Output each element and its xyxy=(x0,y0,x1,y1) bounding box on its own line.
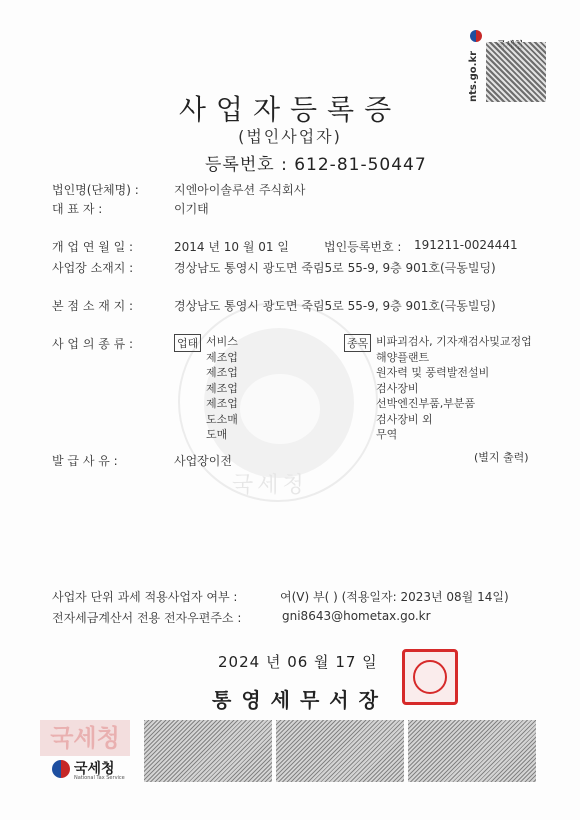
unit-tax-label: 사업자 단위 과세 적용사업자 여부 : xyxy=(52,590,238,604)
official-seal-icon xyxy=(402,649,458,705)
nts-logo-icon xyxy=(52,760,70,778)
item-tag: 종목 xyxy=(344,334,371,352)
item-entry: 해양플랜트 xyxy=(376,350,430,364)
biz-type-label: 사 업 의 종 류 : xyxy=(52,337,134,351)
open-date-label: 개 업 연 월 일 : xyxy=(52,240,134,254)
security-pattern-icon xyxy=(276,720,404,782)
nts-stamp: 국세청 xyxy=(40,720,130,756)
registration-number xyxy=(205,150,427,175)
security-pattern-icon xyxy=(144,720,272,782)
corp-name-value: 지엔아이솔루션 주식회사 xyxy=(174,183,306,197)
type-item: 제조업 xyxy=(206,397,238,410)
item-list xyxy=(376,334,532,443)
type-item: 제조업 xyxy=(206,350,238,364)
security-pattern-icon xyxy=(408,720,536,782)
type-item: 도매 xyxy=(206,428,228,441)
issue-date: 2024 년 06 월 17 일 xyxy=(218,653,378,671)
hq-addr-label: 본 점 소 재 지 : xyxy=(52,299,134,313)
type-item: 도소매 xyxy=(206,412,238,426)
type-item: 제조업 xyxy=(206,366,238,379)
watermark-text: 국세청 xyxy=(232,473,308,498)
nts-logo-english: National Tax Service xyxy=(74,775,125,781)
registration-value: 612-81-50447 xyxy=(294,155,427,175)
page-subtitle: (법인사업자) xyxy=(238,127,342,146)
tax-office-name: 통영세무서장 xyxy=(212,688,388,712)
corp-reg-value: 191211-0024441 xyxy=(414,238,518,252)
item-entry: 원자력 및 풍력발전설비 xyxy=(376,366,490,379)
email-label: 전자세금계산서 전용 전자우편주소 : xyxy=(52,611,242,625)
biz-addr-value: 경상남도 통영시 광도면 죽림5로 55-9, 9층 901호(극동빌딩) xyxy=(174,261,496,275)
reason-value: 사업장이전 xyxy=(174,454,232,468)
corp-reg-label: 법인등록번호 : xyxy=(324,240,402,254)
email-value: gni8643@hometax.go.kr xyxy=(282,609,431,623)
separate-print-note: (별지 출력) xyxy=(474,451,529,464)
type-item: 제조업 xyxy=(206,381,238,395)
item-entry: 비파괴검사, 기자재검사및교정업 xyxy=(376,335,532,348)
hq-addr-value: 경상남도 통영시 광도면 죽림5로 55-9, 9층 901호(극동빌딩) xyxy=(174,299,496,313)
biz-addr-label: 사업장 소재지 : xyxy=(52,261,134,275)
nts-logo-name: 국세청 xyxy=(74,761,115,777)
registration-label: 등록번호 : xyxy=(205,155,288,175)
type-tag: 업태 xyxy=(174,334,201,352)
type-item: 서비스 xyxy=(206,335,238,348)
unit-tax-value: 여(V) 부( ) (적용일자: 2023년 08월 14일) xyxy=(280,590,509,604)
rep-value: 이기태 xyxy=(174,202,209,216)
item-entry: 무역 xyxy=(376,428,398,441)
rep-label: 대 표 자 : xyxy=(52,202,103,216)
type-list xyxy=(206,334,238,443)
item-entry: 검사장비 외 xyxy=(376,412,433,426)
corp-name-label: 법인명(단체명) : xyxy=(52,183,139,197)
item-entry: 검사장비 xyxy=(376,381,419,395)
item-entry: 선박엔진부품,부분품 xyxy=(376,397,476,410)
open-date-value: 2014 년 10 월 01 일 xyxy=(174,240,289,254)
reason-label: 발 급 사 유 : xyxy=(52,454,118,468)
page-title: 사업자등록증 xyxy=(178,93,402,126)
site-url: nts.go.kr xyxy=(468,50,479,102)
